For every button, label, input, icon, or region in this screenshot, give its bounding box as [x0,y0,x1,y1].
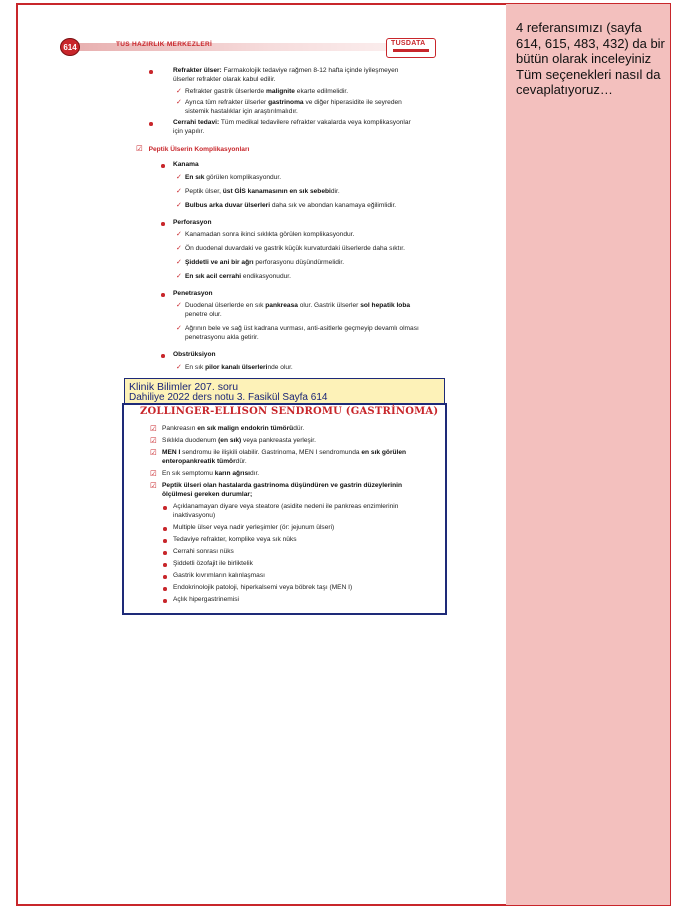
section-heading [136,145,424,155]
item-text: Açıklanamayan diyare veya steatore (asidite nedeni ile pankreas enzimlerinin [173,503,399,510]
item-bold: pilor kanalı ülserleri [205,364,268,371]
checkbox-icon: ☑ [150,424,157,433]
item-text: veya pankreasta yerleşir. [241,437,316,444]
tusdata-logo [386,38,436,58]
checkbox-icon: ☑ [150,481,157,490]
bullet-dot [161,293,165,297]
item-text: En sık semptomu [162,470,215,477]
check-icon: ✓ [176,202,182,209]
item-bold: en sık görülen [361,449,407,456]
check-icon: ✓ [176,231,182,238]
item-text: penetrasyonu akla getirir. [185,333,259,341]
check-icon: ✓ [176,245,182,252]
bullet-dot [149,122,153,126]
page-number: 614 [60,38,80,56]
item-bold: sol hepatik loba [360,302,411,309]
item-text: Duodenal ülserlerde en sık [185,302,266,309]
item-text: Multiple ülser veya nadir yerleşimler (ör: jejunum ülseri) [173,524,335,531]
bullet-dot [163,506,167,510]
item-text: dir. [330,188,340,195]
item-text: En sık [185,364,206,371]
annotation-panel [506,4,670,905]
item-text: Endokrinolojik patoloji, hiperkalsemi veya böbrek taşı (MEN I) [173,584,353,591]
item-text: Ön duodenal duvardaki ve gastrik küçük kurvaturdaki ülserlerde daha sıktır. [185,245,405,252]
callout-line: Dahiliye 2022 ders notu 3. Fasikül Sayfa 614 [129,392,328,403]
annotation-note: 4 referansımızı (sayfa 614, 615, 483, 432) da bir bütün olarak inceleyiniz Tüm seçenekleri nasıl da cevaplatıyoruz… [516,20,665,97]
item-text: görülen komplikasyondur. [204,174,282,181]
bullet-dot [163,563,167,567]
logo-text: TUSDATA [391,40,426,47]
item-bold: malignite [266,88,295,95]
logo-underline [393,49,429,52]
check-icon: ✓ [176,325,182,332]
item-text: Farmakolojik tedaviye rağmen 8-12 hafta içinde iyileşmeyen [221,67,399,74]
checkbox-icon: ☑ [150,436,157,445]
callout-line: Klinik Bilimler 207. soru [129,381,239,393]
item-text: olur. Gastrik ülserler [297,302,361,309]
check-icon: ✓ [176,188,182,195]
item-text: Peptik ülser, [185,188,223,195]
bullet-dot [163,527,167,531]
item-text: Ayrıca tüm refrakter ülserler [185,99,269,106]
bullet-dot [163,587,167,591]
item-text: ülserler refrakter olarak kabul edilir. [173,75,276,83]
check-icon: ✓ [176,174,182,181]
item-text: endikasyonudur. [241,273,291,280]
item-bold: karın ağrısı [214,470,250,477]
item-bold: en sık malign endokrin tümörü [197,425,294,432]
check-icon: ✓ [176,88,182,95]
checkbox-icon: ☑ [136,144,143,153]
subsection-title: Kanama [173,161,199,168]
item-text: nde olur. [267,364,293,371]
check-icon: ✓ [176,302,182,309]
item-label: Refrakter ülser: [173,67,222,74]
item-text: dür. [235,457,247,465]
item-bold: En sık [185,174,205,181]
item-label: Cerrahi tedavi: [173,119,220,126]
section-title: Peptik Ülserin Komplikasyonları [148,146,250,153]
item-bold: üst GİS kanamasının en sık sebebi [222,188,331,195]
item-text: Gastrik kıvrımların kalınlaşması [173,572,265,579]
item-text: inaktivasyonu) [173,511,216,519]
header-title: TUS HAZIRLIK MERKEZLERİ [116,41,213,48]
item-text: dür. [293,425,305,432]
reference-callout [124,378,445,404]
check-icon: ✓ [176,99,182,106]
item-bold: pankreasa [265,302,298,309]
item-text: sistemik hastalıklar için araştırılmalıdır. [185,107,298,115]
check-icon: ✓ [176,273,182,280]
item-text: Açlık hipergastrinemisi [173,596,239,603]
item-bold: enteropankreatik tümör [162,457,236,465]
subsection-title: Penetrasyon [173,290,213,297]
bullet-dot [163,599,167,603]
item-text: penetre olur. [185,310,222,318]
item-bold: En sık acil cerrahi [185,273,242,280]
item-text: Refrakter gastrik ülserlerde [185,88,266,95]
item-text: ekarte edilmelidir. [294,88,349,95]
item-bold: ölçülmesi gereken durumlar; [162,490,253,498]
bullet-dot [163,551,167,555]
item-bold: Şiddetli ve ani bir ağrı [185,259,254,266]
item-text: Sıklıkla duodenum [162,437,219,444]
bullet-dot [161,164,165,168]
item-text: Cerrahi sonrası nüks [173,548,234,555]
bullet-dot [161,354,165,358]
bullet-dot [149,70,153,74]
item-bold: Bulbus arka duvar ülserleri [185,202,271,209]
item-text: perforasyonu düşündürmelidir. [253,259,345,266]
item-text: Tüm medikal tedavilere refrakter vakalarda veya komplikasyonlar [219,119,411,126]
bullet-dot [163,539,167,543]
item-text: Pankreasın [162,425,198,432]
bullet-dot [163,575,167,579]
item-text: Şiddetli özofajit ile birliktelik [173,560,253,567]
box-title: ZOLLINGER-ELLISON SENDROMU (GASTRİNOMA) [140,406,439,417]
item-text: ve diğer hiperasidite ile seyreden [303,99,402,106]
subsection-title: Obstrüksiyon [173,351,216,358]
item-bold: (en sık) [218,437,242,444]
item-text: dır. [249,470,260,477]
item-text: daha sık ve abondan kanamaya eğilimlidir. [270,202,397,209]
checkbox-icon: ☑ [150,448,157,457]
item-text: Ağrının bele ve sağ üst kadrana vurması, anti-asitlerle geçmeyip devamlı olması [185,325,419,332]
item-text: için yapılır. [173,127,205,135]
check-icon: ✓ [176,259,182,266]
page-header [58,38,438,56]
subsection-title: Perforasyon [173,219,212,226]
item-bold: gastrinoma [268,99,304,106]
item-bold: MEN I [162,449,181,456]
item-bold: Peptik ülseri olan hastalarda gastrinoma düşündüren ve gastrin düzeylerinin [162,482,402,489]
checkbox-icon: ☑ [150,469,157,478]
check-icon: ✓ [176,364,182,371]
item-text: sendromu ile ilişkili olabilir. Gastrinoma, MEN I sendromunda [180,449,362,456]
item-text: Tedaviye refrakter, komplike veya sık nüks [173,536,297,543]
bullet-dot [161,222,165,226]
item-text: Kanamadan sonra ikinci sıklıkta görülen komplikasyondur. [185,231,355,238]
